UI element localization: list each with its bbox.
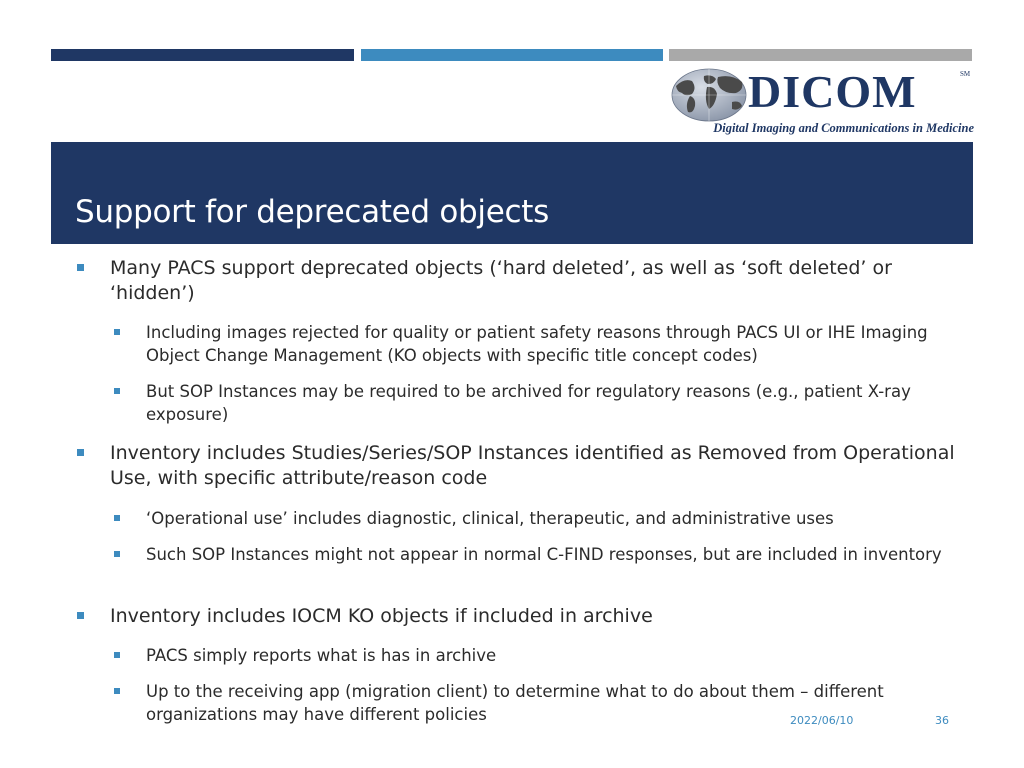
bullet-item	[146, 644, 956, 667]
bullet-text: ‘Operational use’ includes diagnostic, clinical, therapeutic, and administrative uses	[146, 509, 834, 528]
footer-date: 2022/06/10	[790, 714, 854, 727]
bullet-item	[110, 604, 970, 629]
bullet-marker-icon	[114, 515, 120, 521]
dicom-logo	[668, 62, 974, 138]
accent-bar-blue	[361, 49, 663, 61]
bullet-text: Inventory includes Studies/Series/SOP Instances identified as Removed from Operational Use, with specific attribute/reason code	[110, 442, 955, 489]
logo-trademark: SM	[960, 70, 971, 78]
bullet-text: Inventory includes IOCM KO objects if included in archive	[110, 605, 653, 627]
accent-bar-gray	[669, 49, 972, 61]
bullet-marker-icon	[77, 264, 84, 271]
bullet-marker-icon	[114, 688, 120, 694]
logo-wordmark: DICOM	[748, 66, 917, 117]
globe-icon	[670, 66, 748, 124]
slide-title: Support for deprecated objects	[75, 194, 549, 230]
bullet-text: But SOP Instances may be required to be archived for regulatory reasons (e.g., patient X-ray exposure)	[146, 382, 911, 424]
bullet-text: Including images rejected for quality or patient safety reasons through PACS UI or IHE Imaging Object Change Management (KO objects with specific title concept codes)	[146, 323, 928, 365]
bullet-marker-icon	[114, 652, 120, 658]
title-band	[51, 142, 973, 244]
bullet-text: PACS simply reports what is has in archive	[146, 646, 497, 665]
bullet-marker-icon	[77, 612, 84, 619]
bullet-item	[146, 507, 956, 530]
accent-bar-navy	[51, 49, 354, 61]
bullet-item	[146, 543, 956, 566]
bullet-item	[146, 380, 956, 426]
bullet-item	[146, 321, 956, 367]
bullet-marker-icon	[114, 388, 120, 394]
bullet-marker-icon	[77, 449, 84, 456]
page-number: 36	[935, 714, 949, 727]
bullet-marker-icon	[114, 329, 120, 335]
bullet-text: Such SOP Instances might not appear in normal C-FIND responses, but are included in inventory	[146, 545, 942, 564]
bullet-text: Up to the receiving app (migration client) to determine what to do about them – different organizations may have different policies	[146, 682, 884, 724]
bullet-marker-icon	[114, 551, 120, 557]
bullet-item	[110, 256, 970, 306]
logo-tagline: Digital Imaging and Communications in Medicine	[713, 121, 974, 135]
bullet-item	[110, 441, 970, 491]
bullet-text: Many PACS support deprecated objects (‘hard deleted’, as well as ‘soft deleted’ or ‘hidden’)	[110, 257, 892, 304]
